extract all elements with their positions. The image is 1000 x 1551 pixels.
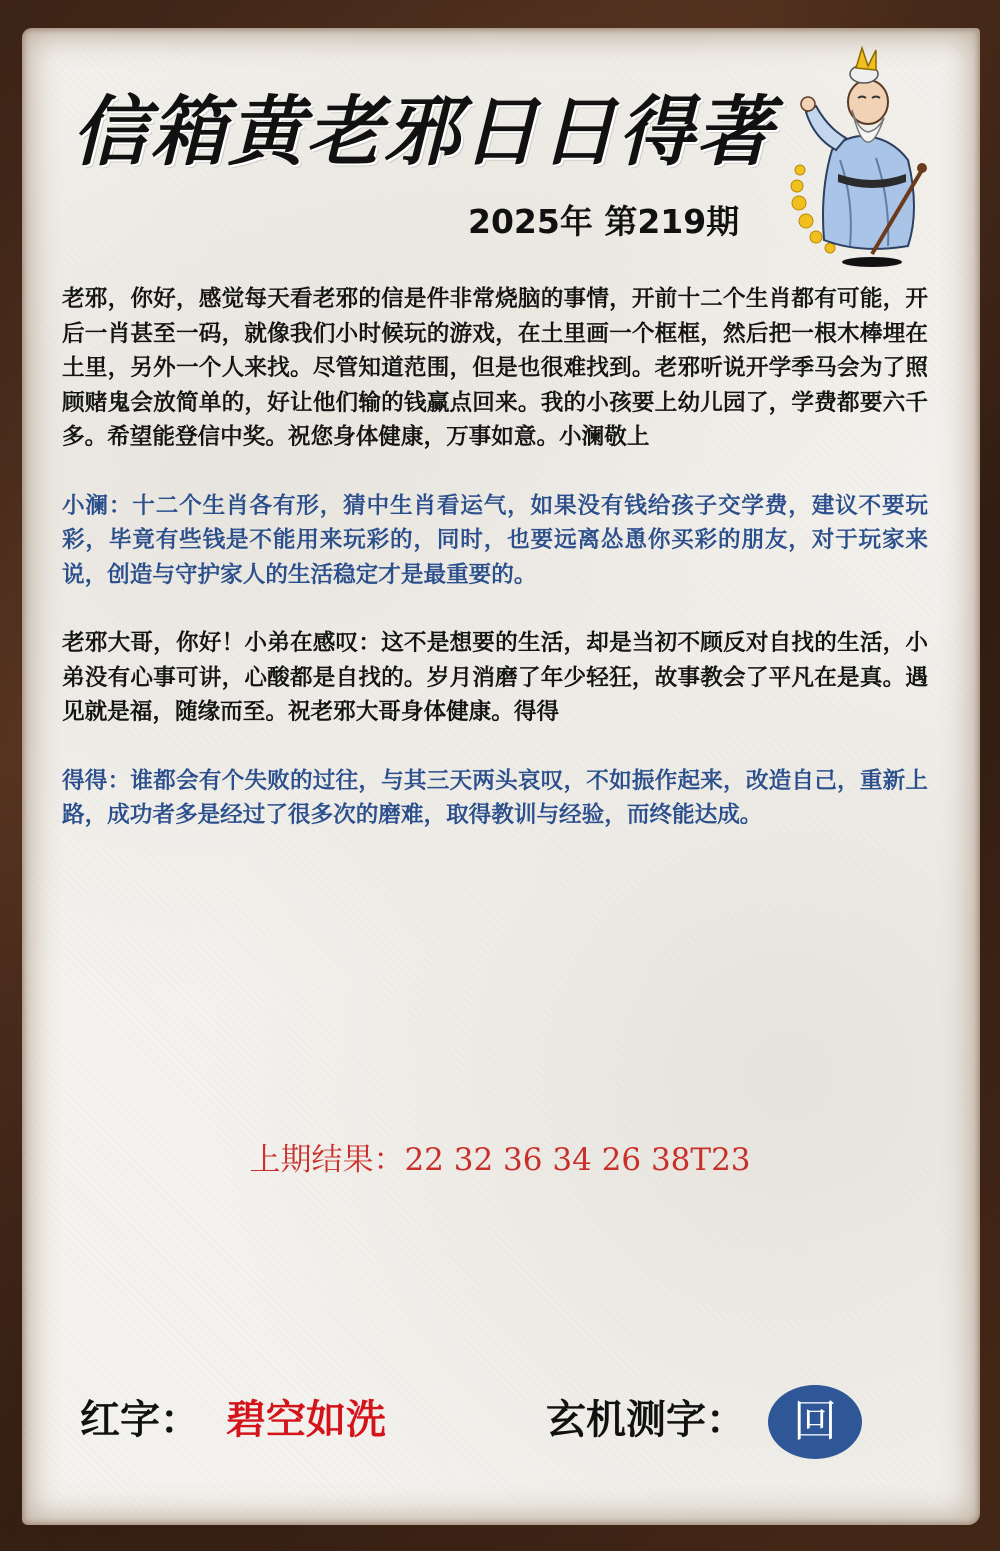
letter-answer: 得得：谁都会有个失败的过往，与其三天两头哀叹，不如振作起来，改造自己，重新上路，成功者多是经过了很多次的磨难，取得教训与经验，而终能达成。 bbox=[62, 767, 928, 828]
letters-section bbox=[62, 282, 928, 867]
red-word-value: 碧空如洗 bbox=[226, 1397, 386, 1443]
red-word-label: 红字： bbox=[80, 1397, 200, 1443]
letter-question: 老邪大哥，你好！小弟在感叹：这不是想要的生活，却是当初不顾反对自找的生活，小弟没有心事可讲，心酸都是自找的。岁月消磨了年少轻狂，故事教会了平凡在是真。遇见就是福，随缘而至。祝老邪大哥身体健康。得得 bbox=[62, 630, 928, 725]
letter-answer: 小澜：十二个生肖各有形，猜中生肖看运气，如果没有钱给孩子交学费，建议不要玩彩，毕竟有些钱是不能用来玩彩的，同时，也要远离怂恿你买彩的朋友，对于玩家来说，创造与守护家人的生活稳定才是最重要的。 bbox=[62, 492, 928, 588]
old-sage-mascot-icon bbox=[780, 40, 940, 270]
riddle-character-badge: 回 bbox=[768, 1385, 862, 1459]
riddle-label: 玄机测字： bbox=[546, 1397, 746, 1443]
red-word-section bbox=[80, 1392, 386, 1448]
page-title: 信箱黄老邪日日得著 bbox=[72, 87, 774, 176]
issue-number: 2025年 第219期 bbox=[468, 202, 740, 241]
previous-result: 上期结果：22 32 36 34 26 38T23 bbox=[249, 1142, 751, 1178]
letter-question: 老邪，你好，感觉每天看老邪的信是件非常烧脑的事情，开前十二个生肖都有可能，开后一肖甚至一码，就像我们小时候玩的游戏，在土里画一个框框，然后把一根木棒埋在土里，另外一个人来找。尽管知道范围，但是也很难找到。老邪听说开学季马会为了照顾赌鬼会放简单的，好让他们输的钱赢点回来。我的小孩要上幼儿园了，学费都要六千多。希望能登信中奖。祝您身体健康，万事如意。小澜敬上 bbox=[62, 286, 928, 450]
